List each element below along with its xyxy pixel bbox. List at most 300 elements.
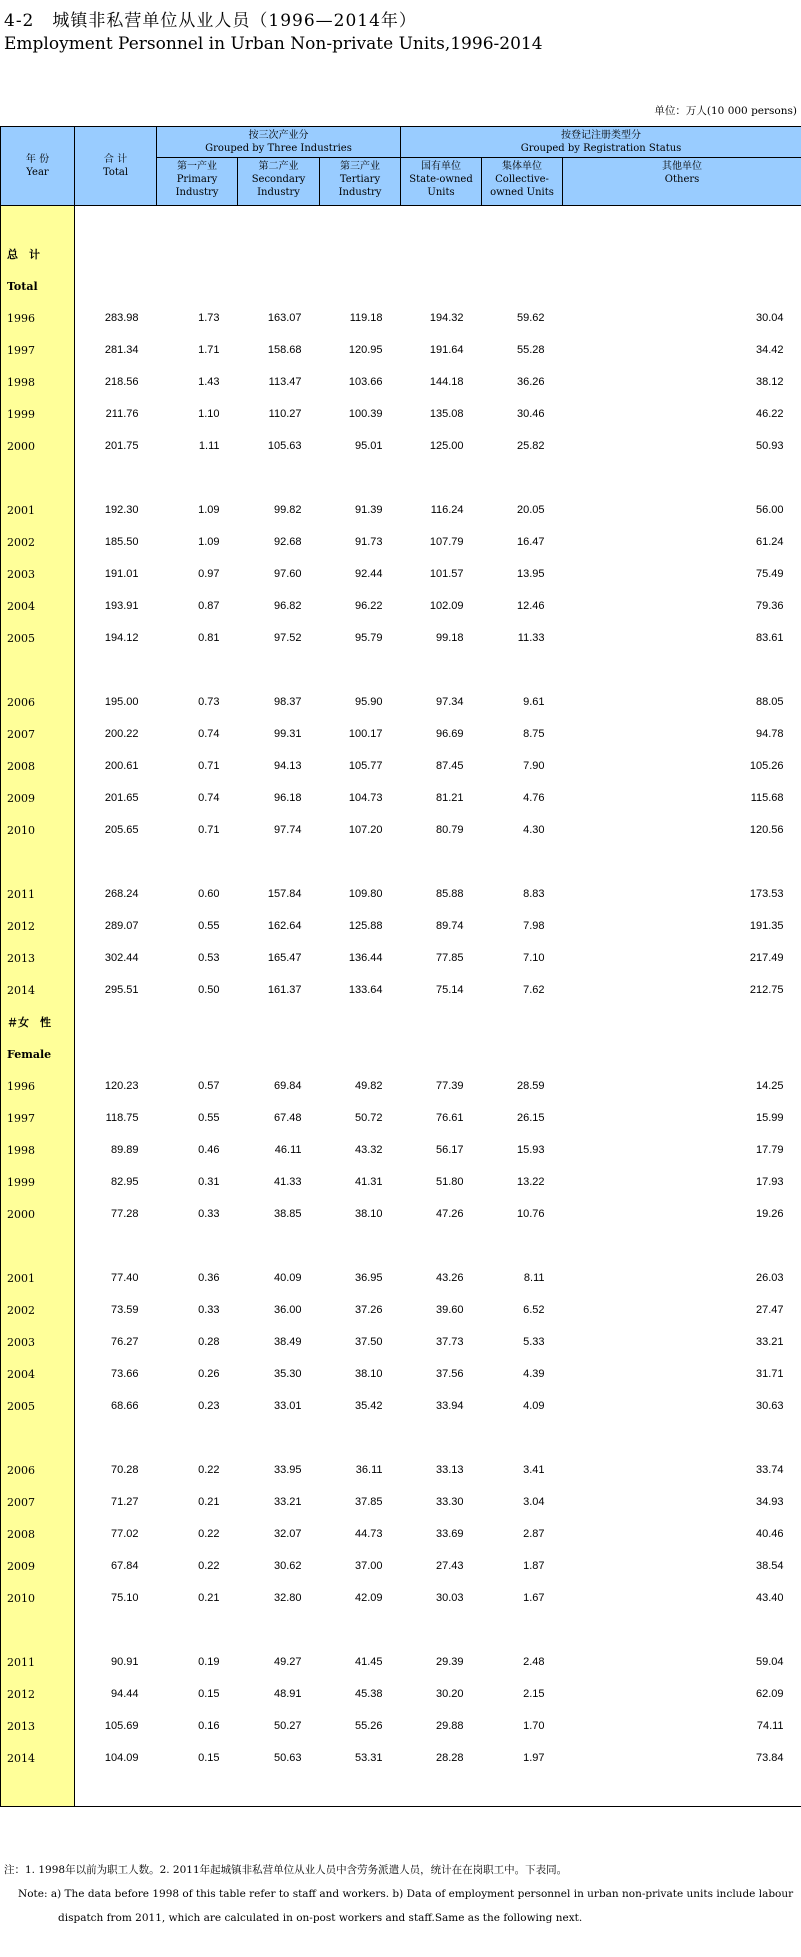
table-cell: 281.34 bbox=[104, 344, 139, 356]
table-cell: 192.30 bbox=[104, 504, 139, 516]
row-year: 1999 bbox=[1, 398, 75, 430]
table-cell: 133.64 bbox=[348, 984, 383, 996]
table-cell: 77.02 bbox=[110, 1528, 139, 1540]
table-cell: 13.95 bbox=[516, 568, 545, 580]
row-year: 1997 bbox=[1, 1102, 75, 1134]
table-cell: 83.61 bbox=[756, 632, 784, 644]
header-col bbox=[482, 158, 563, 206]
table-cell: 17.93 bbox=[756, 1176, 784, 1188]
row-year: 2006 bbox=[1, 686, 75, 718]
table-cell: 33.13 bbox=[435, 1464, 464, 1476]
table-cell: 104.09 bbox=[104, 1752, 139, 1764]
table-cell: 2.48 bbox=[523, 1656, 545, 1668]
table-cell: 1.97 bbox=[523, 1752, 545, 1764]
table-row bbox=[1, 430, 801, 462]
table-cell: 29.39 bbox=[435, 1656, 464, 1668]
table-cell: 88.05 bbox=[756, 696, 784, 708]
table-cell: 8.83 bbox=[523, 888, 545, 900]
table-cell: 71.27 bbox=[110, 1496, 139, 1508]
table-row bbox=[1, 1294, 801, 1326]
table-cell: 32.80 bbox=[273, 1592, 302, 1604]
table-cell: 99.18 bbox=[435, 632, 464, 644]
table-cell: 13.22 bbox=[516, 1176, 545, 1188]
table-cell: 163.07 bbox=[267, 312, 302, 324]
table-cell: 56.00 bbox=[756, 504, 784, 516]
header-col-en: Primary bbox=[176, 174, 218, 185]
row-year: 2005 bbox=[1, 622, 75, 654]
table-cell: 20.05 bbox=[516, 504, 545, 516]
table-cell: 0.71 bbox=[198, 824, 220, 836]
table-cell: 55.26 bbox=[354, 1720, 383, 1732]
table-cell: 125.00 bbox=[429, 440, 464, 452]
table-cell: 110.27 bbox=[268, 408, 302, 420]
table-cell: 120.56 bbox=[749, 824, 784, 836]
table-row bbox=[1, 1678, 801, 1710]
table-row bbox=[1, 1134, 801, 1166]
header-col-en: State-owned bbox=[409, 174, 473, 185]
table-cell: 38.10 bbox=[354, 1368, 383, 1380]
table-row bbox=[1, 1646, 801, 1678]
header-group-registration bbox=[401, 127, 801, 158]
table-cell: 33.30 bbox=[435, 1496, 464, 1508]
table-cell: 218.56 bbox=[104, 376, 139, 388]
table-cell: 0.71 bbox=[198, 760, 220, 772]
header-year-en: Year bbox=[26, 167, 49, 178]
table-cell: 73.84 bbox=[756, 1752, 784, 1764]
table-cell: 33.01 bbox=[273, 1400, 302, 1412]
table-cell: 45.38 bbox=[354, 1688, 383, 1700]
table-cell: 96.22 bbox=[354, 600, 383, 612]
header-col-en: Industry bbox=[175, 187, 219, 198]
table-row bbox=[1, 782, 801, 814]
row-year: 2009 bbox=[1, 1550, 75, 1582]
table-cell: 0.16 bbox=[198, 1720, 220, 1732]
row-year: 1997 bbox=[1, 334, 75, 366]
row-year: 2002 bbox=[1, 526, 75, 558]
row-year: 1996 bbox=[1, 1070, 75, 1102]
table-cell: 49.27 bbox=[273, 1656, 302, 1668]
note-en-line1: Note: a) The data before 1998 of this table refer to staff and workers. b) Data of employment personnel in urban non-private units include labour bbox=[18, 1888, 794, 1900]
table-cell: 0.21 bbox=[198, 1592, 220, 1604]
table-cell: 4.30 bbox=[523, 824, 545, 836]
table-cell: 77.28 bbox=[110, 1208, 139, 1220]
unit-label: 单位：万人(10 000 persons) bbox=[654, 105, 797, 117]
table-cell: 289.07 bbox=[104, 920, 139, 932]
table-cell: 47.26 bbox=[435, 1208, 464, 1220]
section-label-en: Total bbox=[1, 270, 75, 302]
header-col-cn: 其他单位 bbox=[662, 161, 703, 172]
table-cell: 25.82 bbox=[516, 440, 545, 452]
table-cell: 50.27 bbox=[273, 1720, 302, 1732]
table-cell: 102.09 bbox=[429, 600, 464, 612]
table-cell: 19.26 bbox=[756, 1208, 784, 1220]
table-cell: 96.18 bbox=[273, 792, 302, 804]
row-year: 2004 bbox=[1, 1358, 75, 1390]
header-col-en: Industry bbox=[257, 187, 300, 198]
table-cell: 81.21 bbox=[435, 792, 464, 804]
table-cell: 162.64 bbox=[267, 920, 302, 932]
table-row bbox=[1, 1326, 801, 1358]
table-cell: 0.22 bbox=[198, 1528, 220, 1540]
table-cell: 1.67 bbox=[523, 1592, 545, 1604]
table-row bbox=[1, 1102, 801, 1134]
table-row bbox=[1, 334, 801, 366]
table-cell: 30.04 bbox=[756, 312, 784, 324]
table-cell: 15.93 bbox=[516, 1144, 545, 1156]
table-cell: 0.31 bbox=[198, 1176, 220, 1188]
table-cell: 41.33 bbox=[273, 1176, 302, 1188]
table-cell: 1.73 bbox=[198, 312, 220, 324]
table-row bbox=[1, 718, 801, 750]
table-cell: 95.90 bbox=[354, 696, 383, 708]
table-cell: 195.00 bbox=[104, 696, 139, 708]
row-year: 2012 bbox=[1, 910, 75, 942]
table-cell: 97.74 bbox=[273, 824, 302, 836]
table-cell: 16.47 bbox=[516, 536, 545, 548]
table-row bbox=[1, 558, 801, 590]
table-cell: 96.69 bbox=[435, 728, 464, 740]
table-cell: 50.72 bbox=[354, 1112, 383, 1124]
table-cell: 34.42 bbox=[756, 344, 784, 356]
table-cell: 30.46 bbox=[516, 408, 545, 420]
table-cell: 99.31 bbox=[273, 728, 302, 740]
table-cell: 41.31 bbox=[354, 1176, 383, 1188]
table-cell: 194.12 bbox=[104, 632, 139, 644]
table-cell: 0.22 bbox=[198, 1560, 220, 1572]
table-cell: 75.10 bbox=[110, 1592, 139, 1604]
table-cell: 4.39 bbox=[523, 1368, 545, 1380]
table-row bbox=[1, 1198, 801, 1230]
table-cell: 73.59 bbox=[110, 1304, 139, 1316]
row-year: 2008 bbox=[1, 750, 75, 782]
table-cell: 1.43 bbox=[198, 376, 220, 388]
table-cell: 42.09 bbox=[354, 1592, 383, 1604]
table-cell: 7.10 bbox=[523, 952, 545, 964]
row-year: 1998 bbox=[1, 1134, 75, 1166]
header-col-cn: 第二产业 bbox=[258, 161, 299, 172]
table-cell: 144.18 bbox=[429, 376, 464, 388]
table-cell: 38.54 bbox=[756, 1560, 784, 1572]
footnotes bbox=[4, 1858, 797, 1930]
table-cell: 193.91 bbox=[104, 600, 139, 612]
table-cell: 283.98 bbox=[104, 312, 139, 324]
table-row bbox=[1, 878, 801, 910]
table-cell: 0.46 bbox=[198, 1144, 220, 1156]
table-cell: 53.31 bbox=[354, 1752, 383, 1764]
header-group2-cn: 按登记注册类型分 bbox=[561, 130, 642, 141]
table-cell: 200.61 bbox=[104, 760, 139, 772]
table-cell: 96.82 bbox=[273, 600, 302, 612]
table-cell: 27.43 bbox=[435, 1560, 464, 1572]
table-cell: 33.21 bbox=[756, 1336, 784, 1348]
table-cell: 97.60 bbox=[273, 568, 302, 580]
row-year: 2007 bbox=[1, 718, 75, 750]
table-cell: 12.46 bbox=[516, 600, 545, 612]
row-year: 2011 bbox=[1, 878, 75, 910]
table-cell: 61.24 bbox=[756, 536, 784, 548]
table-cell: 1.10 bbox=[198, 408, 220, 420]
row-year: 2005 bbox=[1, 1390, 75, 1422]
table-cell: 7.98 bbox=[523, 920, 545, 932]
table-cell: 55.28 bbox=[516, 344, 545, 356]
table-cell: 89.89 bbox=[110, 1144, 139, 1156]
header-col-en: Secondary bbox=[251, 174, 306, 185]
row-year: 2001 bbox=[1, 494, 75, 526]
table-cell: 37.56 bbox=[435, 1368, 464, 1380]
table-row bbox=[1, 1550, 801, 1582]
table-cell: 34.93 bbox=[756, 1496, 784, 1508]
table-cell: 37.50 bbox=[354, 1336, 383, 1348]
table-cell: 76.27 bbox=[110, 1336, 139, 1348]
table-row bbox=[1, 302, 801, 334]
table-cell: 120.95 bbox=[348, 344, 383, 356]
row-year: 2013 bbox=[1, 1710, 75, 1742]
table-cell: 49.82 bbox=[354, 1080, 383, 1092]
table-cell: 115.68 bbox=[750, 792, 784, 804]
table-cell: 50.63 bbox=[273, 1752, 302, 1764]
table-cell: 295.51 bbox=[104, 984, 139, 996]
table-cell: 1.09 bbox=[198, 504, 220, 516]
table-cell: 6.52 bbox=[523, 1304, 545, 1316]
table-cell: 268.24 bbox=[104, 888, 139, 900]
table-row bbox=[1, 1390, 801, 1422]
table-row bbox=[1, 1070, 801, 1102]
table-row bbox=[1, 526, 801, 558]
table-cell: 201.75 bbox=[104, 440, 139, 452]
table-cell: 77.40 bbox=[110, 1272, 139, 1284]
table-cell: 302.44 bbox=[104, 952, 139, 964]
header-col bbox=[157, 158, 238, 206]
table-cell: 17.79 bbox=[756, 1144, 784, 1156]
table-cell: 4.76 bbox=[523, 792, 545, 804]
table-cell: 119.18 bbox=[349, 312, 383, 324]
table-cell: 87.45 bbox=[435, 760, 464, 772]
table-cell: 36.00 bbox=[273, 1304, 302, 1316]
table-cell: 165.47 bbox=[267, 952, 302, 964]
table-cell: 30.03 bbox=[435, 1592, 464, 1604]
table-cell: 4.09 bbox=[523, 1400, 545, 1412]
table-cell: 217.49 bbox=[749, 952, 784, 964]
table-cell: 92.68 bbox=[273, 536, 302, 548]
row-year: 2009 bbox=[1, 782, 75, 814]
table-cell: 0.50 bbox=[198, 984, 220, 996]
table-cell: 100.39 bbox=[348, 408, 383, 420]
table-cell: 105.63 bbox=[267, 440, 302, 452]
table-cell: 43.40 bbox=[756, 1592, 784, 1604]
row-year: 2006 bbox=[1, 1454, 75, 1486]
row-year: 1996 bbox=[1, 302, 75, 334]
table-cell: 0.36 bbox=[198, 1272, 220, 1284]
table-cell: 38.12 bbox=[756, 376, 784, 388]
table-cell: 0.15 bbox=[198, 1752, 220, 1764]
header-col-en: owned Units bbox=[490, 187, 554, 198]
table-cell: 31.71 bbox=[756, 1368, 784, 1380]
table-row bbox=[1, 622, 801, 654]
table-cell: 2.87 bbox=[523, 1528, 545, 1540]
row-year: 2011 bbox=[1, 1646, 75, 1678]
table-cell: 1.87 bbox=[523, 1560, 545, 1572]
table-cell: 120.23 bbox=[104, 1080, 139, 1092]
table-cell: 30.20 bbox=[435, 1688, 464, 1700]
table-cell: 0.53 bbox=[198, 952, 220, 964]
table-cell: 43.32 bbox=[354, 1144, 383, 1156]
table-row bbox=[1, 1262, 801, 1294]
table-cell: 76.61 bbox=[435, 1112, 464, 1124]
table-cell: 90.91 bbox=[110, 1656, 139, 1668]
table-cell: 80.79 bbox=[435, 824, 464, 836]
table-cell: 38.10 bbox=[354, 1208, 383, 1220]
table-row bbox=[1, 1358, 801, 1390]
table-cell: 0.74 bbox=[198, 728, 220, 740]
row-year: 2014 bbox=[1, 974, 75, 1006]
table-cell: 10.76 bbox=[516, 1208, 545, 1220]
table-cell: 56.17 bbox=[435, 1144, 464, 1156]
table-cell: 200.22 bbox=[104, 728, 139, 740]
table-row bbox=[1, 750, 801, 782]
table-cell: 205.65 bbox=[104, 824, 139, 836]
table-cell: 105.26 bbox=[749, 760, 784, 772]
table-cell: 85.88 bbox=[435, 888, 464, 900]
table-cell: 68.66 bbox=[110, 1400, 139, 1412]
table-cell: 8.75 bbox=[523, 728, 545, 740]
table-cell: 1.70 bbox=[523, 1720, 545, 1732]
table-cell: 35.42 bbox=[354, 1400, 383, 1412]
table-cell: 79.36 bbox=[756, 600, 784, 612]
table-cell: 92.44 bbox=[354, 568, 383, 580]
header-total-en: Total bbox=[102, 167, 129, 178]
table-cell: 103.66 bbox=[348, 376, 383, 388]
header-col bbox=[320, 158, 401, 206]
table-cell: 94.44 bbox=[110, 1688, 139, 1700]
table-cell: 7.62 bbox=[523, 984, 545, 996]
table-cell: 185.50 bbox=[104, 536, 139, 548]
table-cell: 82.95 bbox=[110, 1176, 139, 1188]
table-row bbox=[1, 1486, 801, 1518]
table-cell: 94.78 bbox=[756, 728, 784, 740]
table-cell: 107.79 bbox=[429, 536, 464, 548]
table-row bbox=[1, 1742, 801, 1774]
table-cell: 95.01 bbox=[354, 440, 383, 452]
table-cell: 91.39 bbox=[354, 504, 383, 516]
header-col-en: Units bbox=[427, 187, 455, 198]
row-year: 2000 bbox=[1, 1198, 75, 1230]
table-row bbox=[1, 814, 801, 846]
table-cell: 191.64 bbox=[429, 344, 464, 356]
table-cell: 0.33 bbox=[198, 1304, 220, 1316]
header-col bbox=[238, 158, 320, 206]
table-cell: 37.26 bbox=[354, 1304, 383, 1316]
table-cell: 11.33 bbox=[517, 632, 545, 644]
table-cell: 1.09 bbox=[198, 536, 220, 548]
table-cell: 135.08 bbox=[429, 408, 464, 420]
table-cell: 37.00 bbox=[354, 1560, 383, 1572]
table-cell: 7.90 bbox=[523, 760, 545, 772]
table-cell: 59.04 bbox=[756, 1656, 784, 1668]
header-col bbox=[563, 158, 801, 206]
table-cell: 75.14 bbox=[435, 984, 464, 996]
table-cell: 104.73 bbox=[348, 792, 383, 804]
table-cell: 0.33 bbox=[198, 1208, 220, 1220]
header-group2-en: Grouped by Registration Status bbox=[520, 143, 682, 154]
table-cell: 48.91 bbox=[273, 1688, 302, 1700]
row-year: 2000 bbox=[1, 430, 75, 462]
table-cell: 36.95 bbox=[354, 1272, 383, 1284]
table-row bbox=[1, 974, 801, 1006]
table-cell: 38.49 bbox=[273, 1336, 302, 1348]
header-col-en: Collective- bbox=[495, 174, 549, 185]
table-cell: 0.55 bbox=[198, 920, 220, 932]
header-col-en: Tertiary bbox=[339, 174, 381, 185]
note-cn: 注：1. 1998年以前为职工人数。2. 2011年起城镇非私营单位从业人员中含劳务派遣人员，统计在在岗职工中。下表同。 bbox=[4, 1864, 568, 1876]
table-cell: 100.17 bbox=[348, 728, 383, 740]
row-year: 2004 bbox=[1, 590, 75, 622]
table-cell: 105.69 bbox=[104, 1720, 139, 1732]
section-label-cn: 总 计 bbox=[1, 238, 75, 270]
table-cell: 201.65 bbox=[104, 792, 139, 804]
table-cell: 40.46 bbox=[756, 1528, 784, 1540]
header-year-cn: 年 份 bbox=[25, 154, 50, 165]
table-row bbox=[1, 1166, 801, 1198]
page-title-en: Employment Personnel in Urban Non-private Units,1996-2014 bbox=[4, 34, 543, 54]
table-cell: 0.28 bbox=[198, 1336, 220, 1348]
header-col-cn: 国有单位 bbox=[421, 161, 462, 172]
row-year: 2003 bbox=[1, 558, 75, 590]
table-row bbox=[1, 686, 801, 718]
table-cell: 0.57 bbox=[198, 1080, 220, 1092]
table-row bbox=[1, 1518, 801, 1550]
table-cell: 157.84 bbox=[267, 888, 302, 900]
header-group1-cn: 按三次产业分 bbox=[248, 130, 309, 141]
table-cell: 0.81 bbox=[198, 632, 220, 644]
table-cell: 33.69 bbox=[435, 1528, 464, 1540]
table-cell: 50.93 bbox=[756, 440, 784, 452]
table-cell: 191.35 bbox=[749, 920, 784, 932]
table-cell: 32.07 bbox=[273, 1528, 302, 1540]
table-cell: 173.53 bbox=[749, 888, 784, 900]
table-cell: 33.95 bbox=[273, 1464, 302, 1476]
row-year: 2007 bbox=[1, 1486, 75, 1518]
table-cell: 37.85 bbox=[354, 1496, 383, 1508]
table-cell: 0.15 bbox=[198, 1688, 220, 1700]
header-col-cn: 第三产业 bbox=[340, 161, 380, 172]
table-cell: 3.04 bbox=[523, 1496, 545, 1508]
table-cell: 3.41 bbox=[523, 1464, 545, 1476]
table-cell: 39.60 bbox=[435, 1304, 464, 1316]
header-col-cn: 集体单位 bbox=[502, 161, 543, 172]
table-cell: 0.19 bbox=[198, 1656, 220, 1668]
table-cell: 0.22 bbox=[198, 1464, 220, 1476]
table-cell: 0.23 bbox=[198, 1400, 220, 1412]
table-cell: 74.11 bbox=[756, 1720, 784, 1732]
table-cell: 59.62 bbox=[516, 312, 545, 324]
table-cell: 15.99 bbox=[756, 1112, 784, 1124]
table-cell: 30.62 bbox=[273, 1560, 302, 1572]
header-year bbox=[1, 127, 75, 206]
table-row bbox=[1, 494, 801, 526]
table-cell: 73.66 bbox=[110, 1368, 139, 1380]
table-cell: 101.57 bbox=[429, 568, 464, 580]
table-cell: 33.94 bbox=[435, 1400, 464, 1412]
table-cell: 98.37 bbox=[273, 696, 302, 708]
table-cell: 0.55 bbox=[198, 1112, 220, 1124]
table-cell: 89.74 bbox=[435, 920, 464, 932]
table-cell: 1.71 bbox=[198, 344, 220, 356]
table-body bbox=[1, 206, 801, 1807]
table-cell: 0.60 bbox=[198, 888, 220, 900]
table-cell: 69.84 bbox=[273, 1080, 302, 1092]
table-row bbox=[1, 1582, 801, 1614]
header-col bbox=[401, 158, 482, 206]
